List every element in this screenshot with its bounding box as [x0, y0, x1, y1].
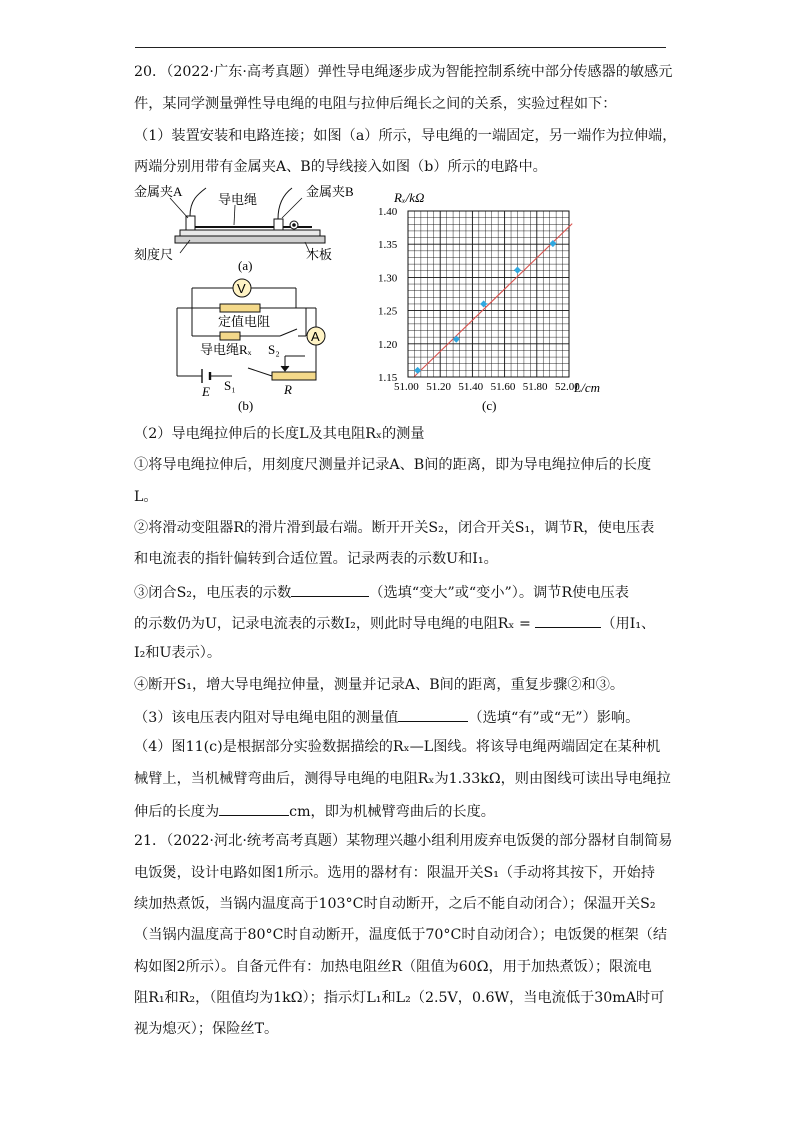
top-rule: [135, 47, 666, 48]
q20-line-12: I₂和U表示）。: [134, 645, 222, 661]
q20-l14-b: （选填“有”或“无”）影响。: [468, 710, 640, 726]
x-tick-label: 51.80: [522, 381, 548, 393]
label-ruler: 刻度尺: [134, 247, 174, 262]
answer-blank-resistance[interactable]: [535, 613, 601, 628]
label-board: 木板: [306, 247, 333, 262]
caption-a: (a): [238, 258, 253, 273]
figure-b: [177, 288, 316, 383]
clamp-b-block: [274, 219, 283, 230]
x-tick-label: 51.20: [426, 381, 451, 393]
chart-ylabel: Rₓ/kΩ: [394, 190, 425, 205]
q20-l17-b: cm，即为机械臂弯曲后的长度。: [289, 804, 495, 820]
data-point: [414, 367, 421, 374]
x-tick-label: 52.00: [555, 381, 580, 393]
data-point: [453, 336, 460, 343]
label-s1: S₁: [224, 378, 236, 393]
fixed-resistor: [220, 304, 260, 312]
q20-l11-b: （用I₁、: [601, 616, 656, 632]
rope-resistor: [220, 332, 240, 340]
x-tick-label: 51.60: [490, 381, 516, 393]
wire-a: [190, 188, 206, 216]
label-rope: 导电绳: [218, 192, 258, 207]
y-tick-label: 1.30: [378, 272, 398, 285]
q20-l14-a: （3）该电压表内阻对导电绳电阻的测量值: [134, 710, 399, 726]
q20-line-7: L。: [134, 489, 158, 505]
q21-line-2: 电饭煲，设计电路如图1所示。选用的器材有：限温开关S₁（手动将其按下，开始持: [134, 865, 655, 881]
q20-line-10: [134, 582, 629, 602]
q20-l17-a: 伸后的长度为: [134, 804, 220, 820]
answer-blank-influence[interactable]: [398, 707, 468, 722]
q21-line-6: 阻R₁和R₂，（阻值均为1kΩ）；指示灯L₁和L₂（2.5V，0.6W，当电流低于30mA时可: [134, 990, 665, 1006]
fit-line: [414, 224, 572, 377]
q21-line-3: 续加热煮饭，当锅内温度高于103°C时自动断开，之后不能自动闭合）；保温开关S₂: [134, 896, 656, 912]
board-rect: [175, 236, 325, 243]
q20-line-16: 械臂上，当机械臂弯曲后，测得导电绳的电阻Rₓ为1.33kΩ，则由图线可读出导电绳拉: [134, 771, 671, 787]
q20-line-5: （2）导电绳拉伸后的长度L及其电阻Rₓ的测量: [134, 426, 425, 442]
label-rope-resistor: 导电绳Rₓ: [200, 342, 252, 357]
x-tick-label: 51.00: [394, 381, 419, 393]
answer-blank-length[interactable]: [219, 801, 289, 816]
q20-line-3: （1）装置安装和电路连接；如图（a）所示，导电绳的一端固定，另一端作为拉伸端，: [134, 128, 677, 144]
q20-line-6: ①将导电绳拉伸后，用刻度尺测量并记录A、B间的距离，即为导电绳拉伸后的长度: [134, 457, 652, 473]
y-tick-label: 1.15: [378, 372, 398, 384]
label-clamp-b: 金属夹B: [306, 184, 354, 199]
x-tick-label: 51.40: [458, 381, 484, 393]
answer-blank-voltage[interactable]: [291, 582, 369, 597]
q20-line-1: 20．（2022·广东·高考真题）弹性导电绳逐步成为智能控制系统中部分传感器的敏感元: [134, 64, 673, 80]
label-fixed-resistor: 定值电阻: [218, 314, 271, 329]
chart-xlabel: L/cm: [574, 380, 600, 395]
plot-frame: [408, 211, 569, 377]
chart-grid: [408, 211, 569, 377]
q21-line-7: 视为熄灭）；保险丝T。: [134, 1021, 279, 1037]
q20-line-8: ②将滑动变阻器R的滑片滑到最右端。断开开关S₂，闭合开关S₁，调节R，使电压表: [134, 520, 655, 536]
q20-line-13: ④断开S₁，增大导电绳拉伸量，测量并记录A、B间的距离，重复步骤②和③。: [134, 677, 625, 693]
q20-l10-a: ③闭合S₂，电压表的示数: [134, 585, 292, 601]
ammeter-label: A: [311, 329, 320, 344]
q20-line-2: 件，某同学测量弹性导电绳的电阻与拉伸后绳长之间的关系，实验过程如下：: [134, 96, 617, 112]
y-tick-label: 1.35: [378, 239, 398, 252]
label-clamp-a: 金属夹A: [134, 184, 183, 199]
q20-line-15: （4）图11(c)是根据部分实验数据描绘的Rₓ—L图线。将该导电绳两端固定在某种机: [134, 739, 661, 755]
y-tick-label: 1.40: [378, 206, 398, 218]
label-s2: S₂: [268, 342, 280, 357]
q20-l10-b: （选填“变大”或“变小”）。调节R使电压表: [369, 585, 629, 601]
y-tick-label: 1.25: [378, 305, 398, 318]
wire-b: [278, 188, 292, 219]
q20-line-11: [134, 613, 655, 633]
q20-l11-a: 的示数仍为U，记录电流表的示数I₂，则此时导电绳的电阻Rₓ =: [134, 616, 531, 632]
chart-caption: (c): [482, 398, 497, 413]
q21-line-4: （当锅内温度高于80°C时自动断开，温度低于70°C时自动闭合）；电饭煲的框架（结: [134, 927, 668, 943]
label-emf: E: [202, 384, 210, 399]
figures-svg: [120, 178, 640, 418]
clamp-a-block: [186, 216, 195, 230]
voltmeter-label: V: [237, 281, 246, 296]
data-point: [514, 267, 521, 274]
rheostat: [272, 372, 316, 380]
q20-line-14: [134, 707, 639, 727]
label-rheostat: R: [284, 382, 292, 397]
q20-line-4: 两端分别用带有金属夹A、B的导线接入如图（b）所示的电路中。: [134, 159, 547, 175]
caption-b: (b): [238, 398, 254, 413]
figure-block: [120, 178, 640, 422]
q21-line-1: 21．（2022·河北·统考高考真题）某物理兴趣小组利用废弃电饭煲的部分器材自制简易: [134, 833, 673, 849]
q20-line-9: 和电流表的指针偏转到合适位置。记录两表的示数U和I₁。: [134, 551, 498, 567]
q21-line-5: 构如图2所示）。自备元件有：加热电阻丝R（阻值为60Ω，用于加热煮饭）；限流电: [134, 959, 652, 975]
q20-line-17: [134, 801, 495, 821]
data-point: [549, 240, 556, 247]
ruler-rect: [180, 230, 320, 236]
chart-c: [378, 190, 600, 413]
y-tick-label: 1.20: [378, 338, 398, 351]
